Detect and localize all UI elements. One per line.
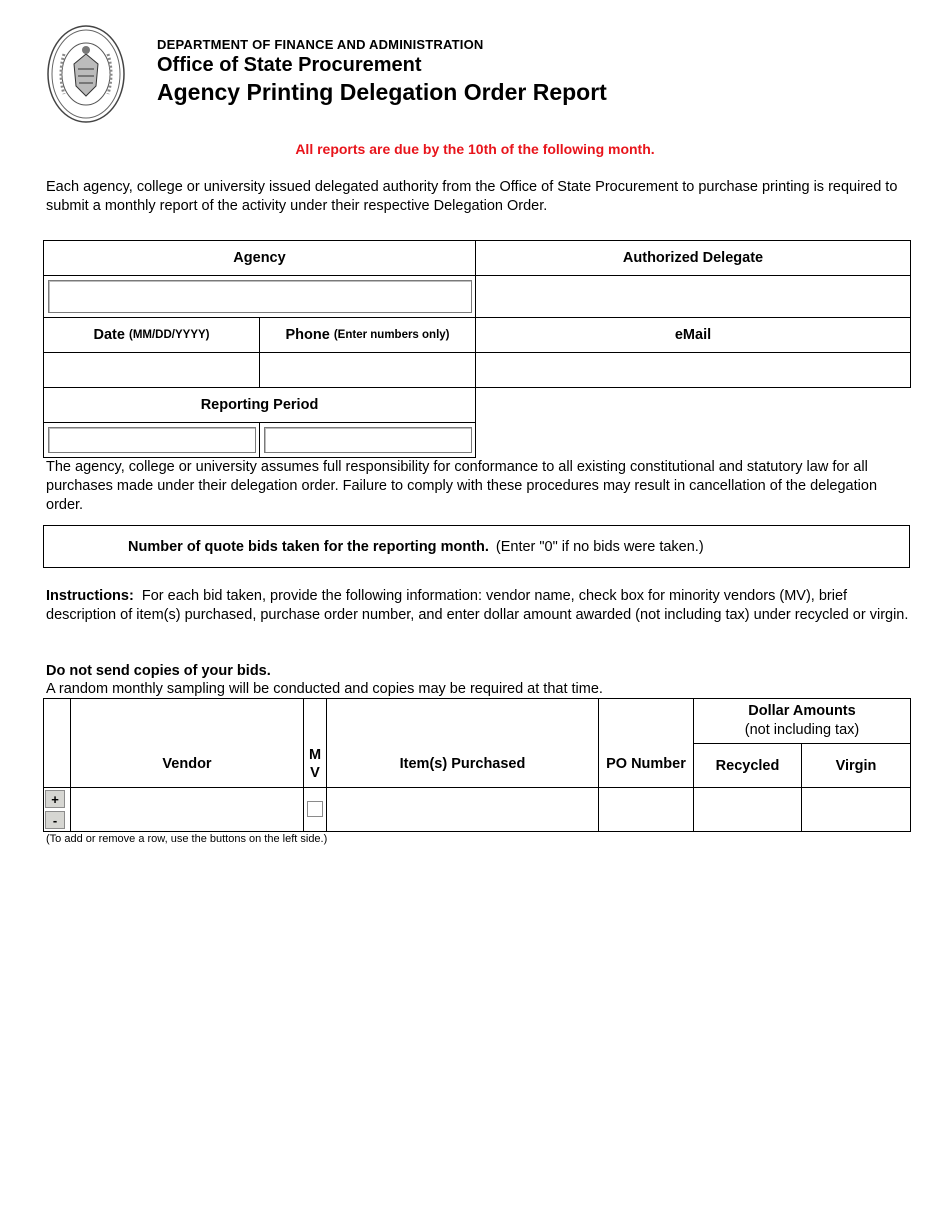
period-end-cell [259, 422, 476, 458]
report-title: Agency Printing Delegation Order Report [157, 79, 607, 105]
dollar-header-sub: (not including tax) [744, 722, 860, 738]
period-start-input[interactable] [48, 427, 256, 453]
mv-header-top: M [308, 747, 322, 763]
items-input[interactable] [326, 787, 599, 832]
bids-label: Number of quote bids taken for the reporting month. [128, 538, 489, 555]
instructions-text: For each bid taken, provide the following information: vendor name, check box for minority vendors (MV), brief description of item(s) purchased, purchase order number, and enter dollar amount awarded (not including tax) under recycled or virgin. [46, 588, 909, 623]
phone-label-cell [259, 317, 476, 353]
mv-header [303, 698, 327, 788]
responsibility-paragraph: The agency, college or university assumes full responsibility for conformance to all existing constitutional and statutory law for all purchases made under their delegation order. Failure to comply with these procedures may result in cancellation of the delegation order. [46, 459, 878, 513]
date-input[interactable] [43, 352, 260, 388]
period-label-cell [43, 387, 476, 423]
table-footnote: (To add or remove a row, use the buttons on the left side.) [46, 833, 328, 845]
delegate-label: Authorized Delegate [622, 250, 764, 266]
period-end-input[interactable] [264, 427, 472, 453]
items-header [326, 698, 599, 788]
state-seal-logo [46, 24, 126, 124]
agency-cell [43, 275, 476, 318]
vendor-header-label: Vendor [162, 756, 212, 772]
delegate-label-cell [475, 240, 911, 276]
po-input[interactable] [598, 787, 694, 832]
delegate-input[interactable] [475, 275, 911, 318]
period-label: Reporting Period [200, 397, 319, 413]
no-copies-heading: Do not send copies of your bids. [46, 663, 271, 679]
recycled-header-label: Recycled [715, 757, 780, 774]
virgin-input[interactable] [801, 787, 911, 832]
virgin-header-label: Virgin [835, 757, 877, 774]
phone-input[interactable] [259, 352, 476, 388]
intro-paragraph: Each agency, college or university issued delegated authority from the Office of State Procurement to purchase printing is required to submit a monthly report of the activity under their respective Delegation Order. [46, 179, 898, 214]
instructions-label: Instructions: [46, 588, 134, 604]
due-notice: All reports are due by the 10th of the following month. [295, 141, 655, 157]
bids-hint: (Enter "0" if no bids were taken.) [495, 538, 704, 555]
agency-label: Agency [233, 250, 286, 266]
row-controls-cell [43, 787, 71, 832]
remove-row-button[interactable]: - [45, 811, 65, 829]
office-name: Office of State Procurement [157, 54, 422, 76]
add-row-button[interactable]: + [45, 790, 65, 808]
instructions-paragraph [46, 587, 916, 625]
po-header-label: PO Number [606, 756, 686, 772]
vendor-input[interactable] [70, 787, 304, 832]
email-label-cell [475, 317, 911, 353]
phone-hint: (Enter numbers only) [333, 329, 450, 341]
department-name: DEPARTMENT OF FINANCE AND ADMINISTRATION [157, 37, 484, 52]
dollar-header-title: Dollar Amounts [748, 703, 856, 719]
recycled-header [693, 743, 802, 788]
vendor-header [70, 698, 304, 788]
recycled-input[interactable] [693, 787, 802, 832]
phone-label: Phone [285, 327, 330, 343]
no-copies-text: A random monthly sampling will be conducted and copies may be required at that time. [46, 681, 603, 697]
virgin-header [801, 743, 911, 788]
table-gutter-header [43, 698, 71, 788]
dollar-header [693, 698, 911, 744]
items-header-label: Item(s) Purchased [399, 756, 526, 772]
email-input[interactable] [475, 352, 911, 388]
po-header [598, 698, 694, 788]
mv-cell [303, 787, 327, 832]
date-label: Date [93, 327, 125, 343]
date-hint: (MM/DD/YYYY) [128, 329, 210, 341]
bids-box[interactable] [43, 525, 910, 568]
mv-checkbox[interactable] [307, 801, 323, 817]
period-start-cell [43, 422, 260, 458]
agency-label-cell [43, 240, 476, 276]
email-label: eMail [674, 327, 712, 343]
date-label-cell [43, 317, 260, 353]
mv-header-bottom: V [310, 765, 320, 781]
agency-input[interactable] [48, 280, 472, 313]
